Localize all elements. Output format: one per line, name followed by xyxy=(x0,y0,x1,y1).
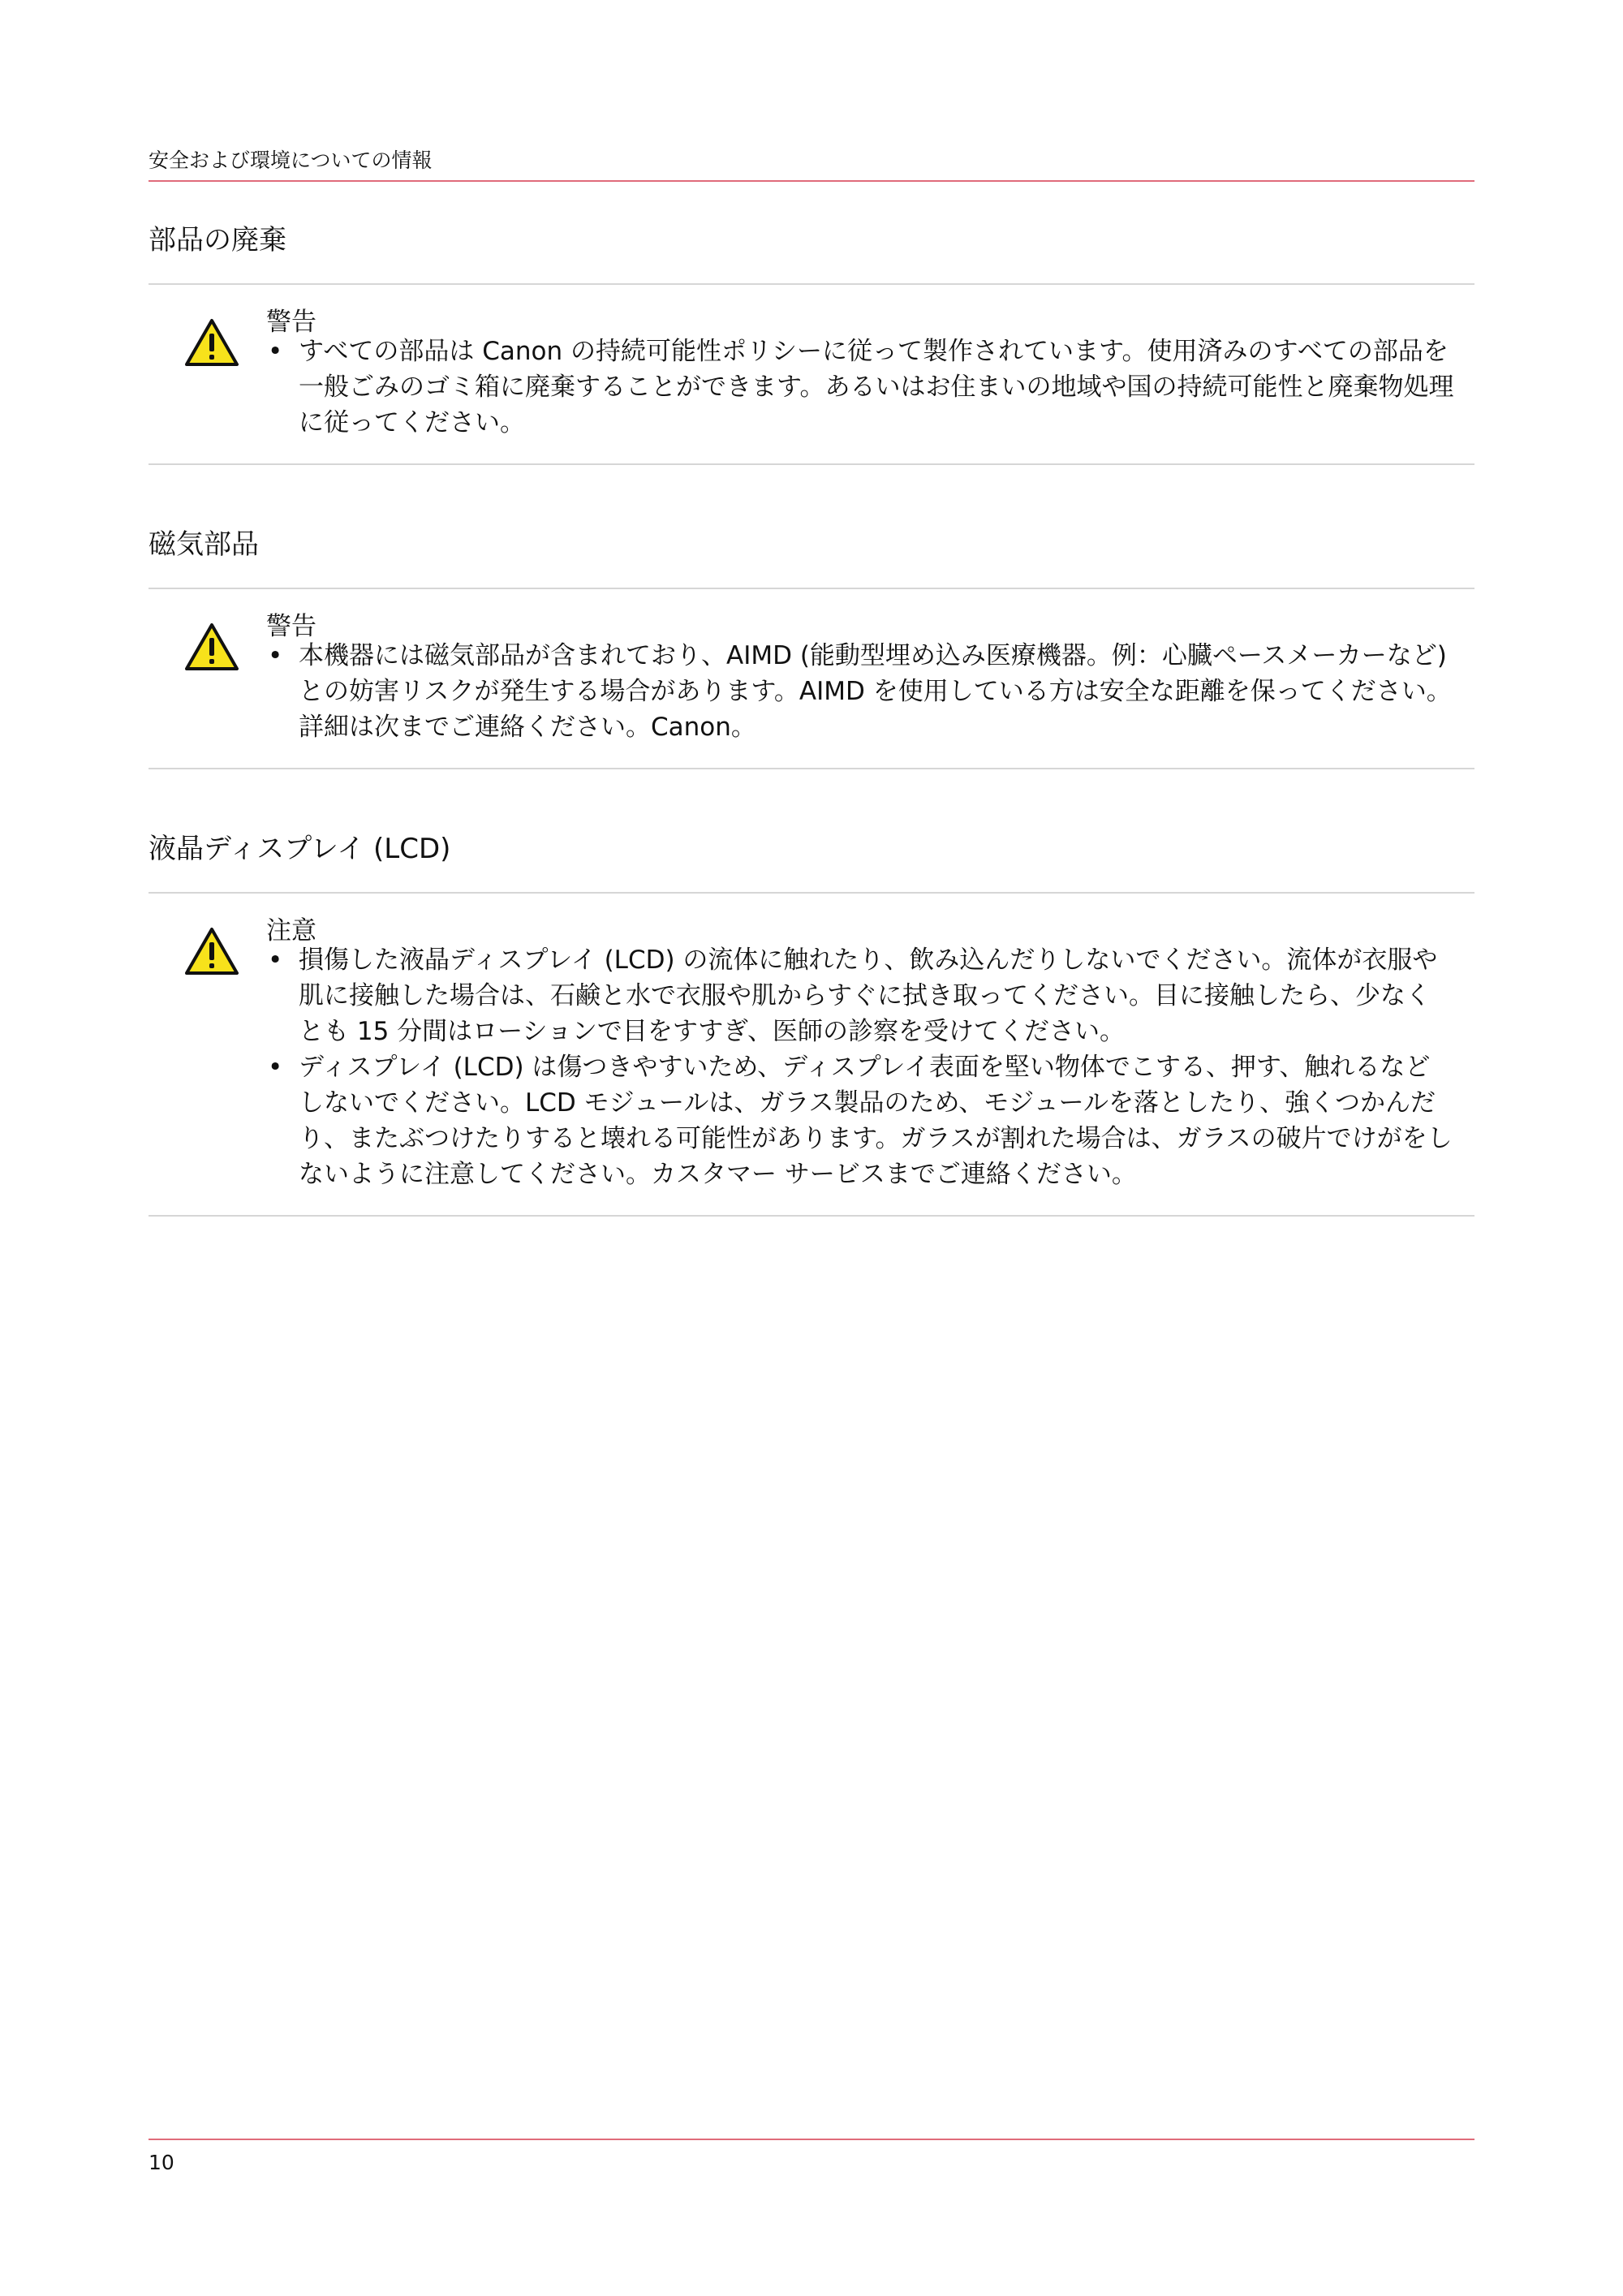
bullet-list xyxy=(266,638,1455,745)
bullet-symbol: • xyxy=(268,1053,283,1082)
warning-label: 警告 xyxy=(266,308,316,337)
caution-box xyxy=(149,892,1474,1217)
header-rule xyxy=(149,180,1474,182)
section-title: 部品の廃棄 xyxy=(149,224,286,256)
warning-label: 警告 xyxy=(266,612,316,641)
list-item xyxy=(266,1049,1455,1192)
warning-box xyxy=(149,588,1474,769)
list-item-text: すべての部品は Canon の持続可能性ポリシーに従って製作されています。使用済みのすべての部品を一般ごみのゴミ箱に廃棄することができます。あるいはお住まいの地域や国の持続可能性と廃棄物処理に従ってください。 xyxy=(299,337,1454,437)
list-item xyxy=(266,638,1455,745)
bullet-list xyxy=(266,942,1455,1192)
warning-box xyxy=(149,283,1474,465)
list-item-text: 損傷した液晶ディスプレイ (LCD) の流体に触れたり、飲み込んだりしないでください。流体が衣服や肌に接触した場合は、石鹸と水で衣服や肌からすぐに拭き取ってください。目に接触したら、少なくとも 15 分間はローションで目をすすぎ、医師の診察を受けてください。 xyxy=(299,946,1438,1046)
footer-rule xyxy=(149,2139,1474,2140)
list-item xyxy=(266,334,1455,441)
warning-triangle-icon xyxy=(184,622,239,672)
caution-label: 注意 xyxy=(266,916,316,946)
bullet-symbol: • xyxy=(268,337,283,366)
warning-triangle-icon xyxy=(184,926,239,976)
page-number: 10 xyxy=(149,2151,174,2174)
bullet-list xyxy=(266,334,1455,441)
list-item-text: ディスプレイ (LCD) は傷つきやすいため、ディスプレイ表面を堅い物体でこする、押す、触れるなどしないでください。LCD モジュールは、ガラス製品のため、モジュールを落としたり、強くつかんだり、またぶつけたりすると壊れる可能性があります。ガラスが割れた場合は、ガラスの破片でけがをしないように注意してください。カスタマー サービスまでご連絡ください。 xyxy=(299,1053,1453,1189)
header-title: 安全および環境についての情報 xyxy=(149,149,433,172)
warning-triangle-icon xyxy=(184,317,239,368)
list-item xyxy=(266,942,1455,1049)
bullet-symbol: • xyxy=(268,946,283,975)
list-item-text: 本機器には磁気部品が含まれており、AIMD (能動型埋め込み医療機器。例：心臓ペースメーカーなど) との妨害リスクが発生する場合があります。AIMD を使用している方は安全な距離を保ってください。詳細は次までご連絡ください。Canon。 xyxy=(299,641,1452,742)
bullet-symbol: • xyxy=(268,641,283,670)
section-title: 磁気部品 xyxy=(149,528,259,561)
section-title: 液晶ディスプレイ (LCD) xyxy=(149,833,451,865)
